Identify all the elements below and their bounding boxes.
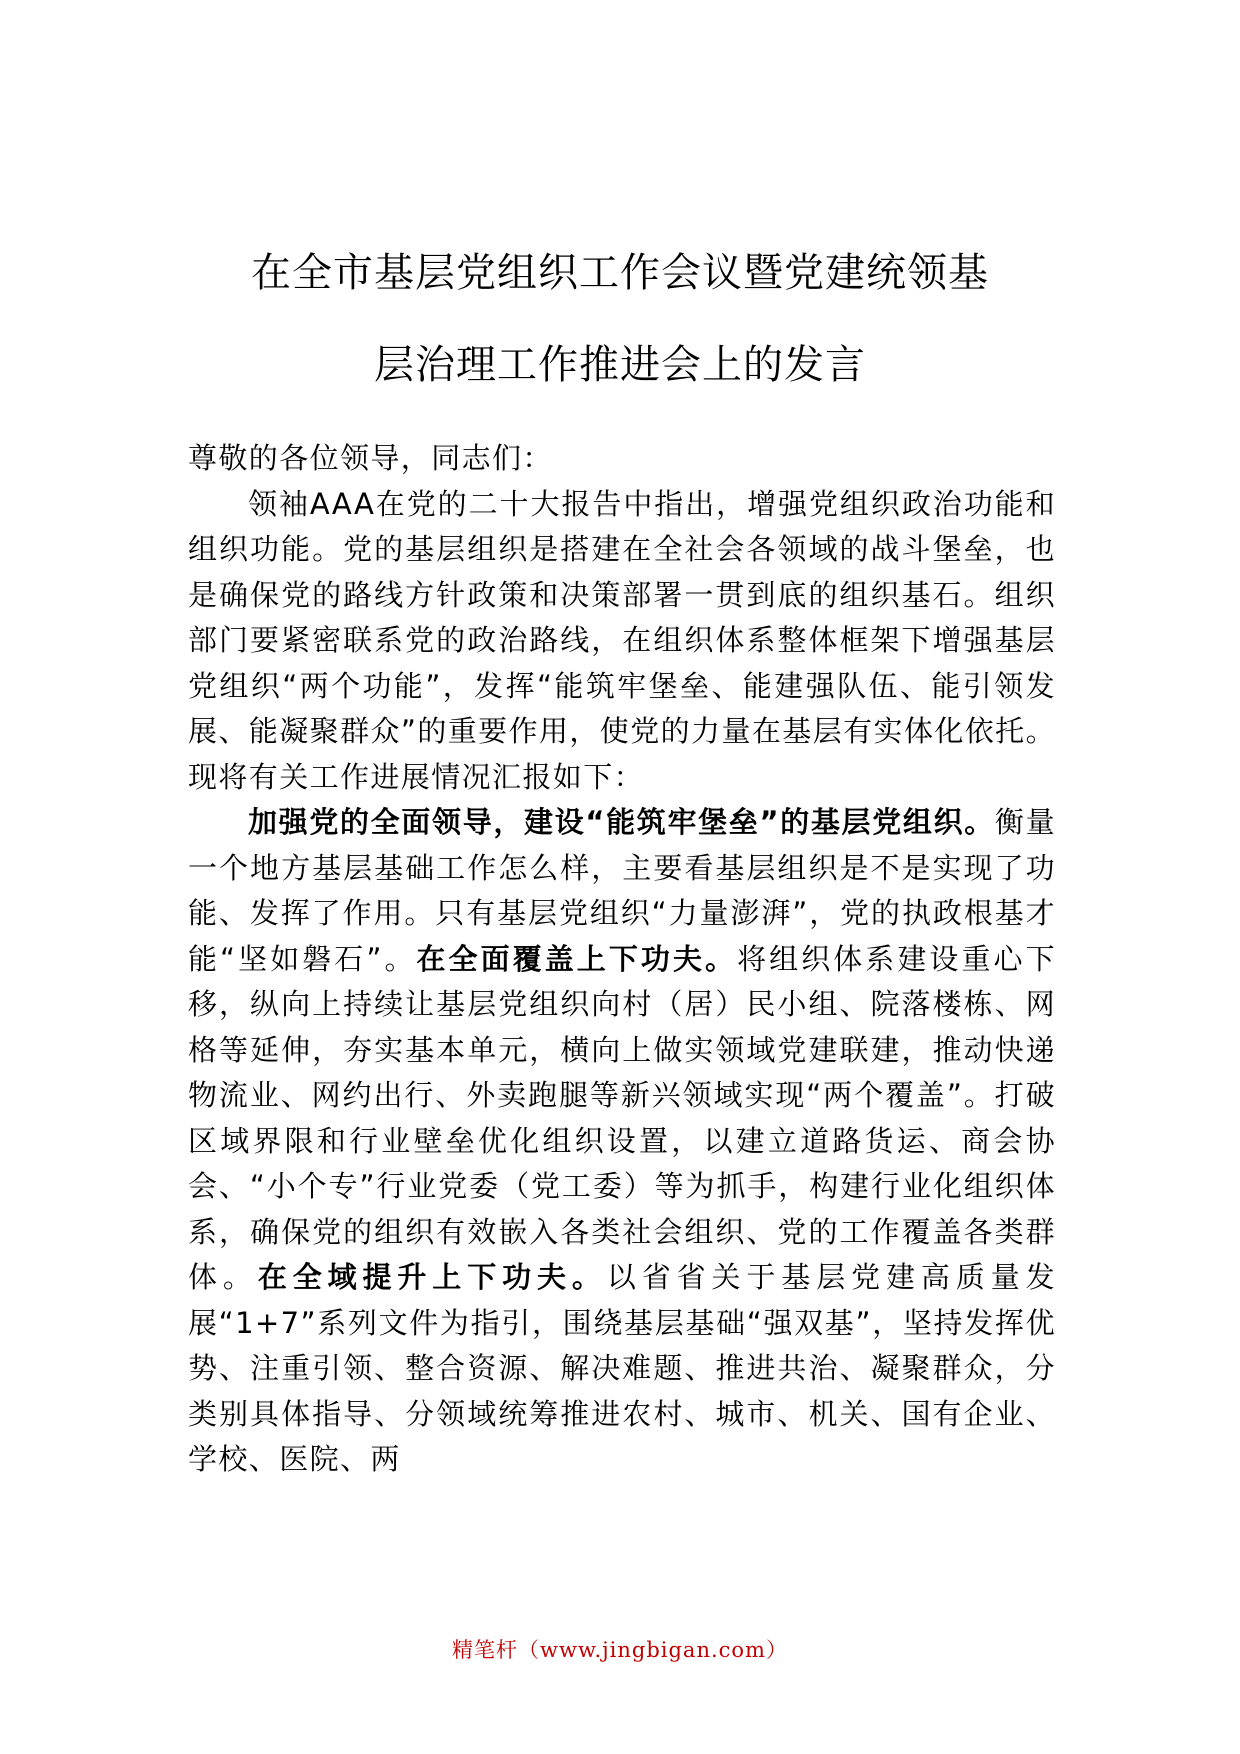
paragraph-intro: 领袖AAA在党的二十大报告中指出，增强党组织政治功能和组织功能。党的基层组织是搭建在全社会各领域的战斗堡垒，也是确保党的路线方针政策和决策部署一贯到底的组织基石。组织部门要紧密联系党的政治路线，在组织体系整体框架下增强基层党组织“两个功能”，发挥“能筑牢堡垒、能建强队伍、能引领发展、能凝聚群众”的重要作用，使党的力量在基层有实体化依托。现将有关工作进展情况汇报如下： <box>188 486 1056 794</box>
document-body <box>188 436 1056 1483</box>
section-heading: 加强党的全面领导，建设“能筑牢堡垒”的基层党组织。 <box>248 805 995 839</box>
title-line-2: 层治理工作推进会上的发言 <box>374 341 866 388</box>
section-text-c: 以省省关于基层党建高质量发展“1+7”系列文件为指引，围绕基层基础“强双基”，坚持发挥优势、注重引领、整合资源、解决难题、推进共治、凝聚群众，分类别具体指导、分领域统筹推进农村、城市、机关、国有企业、学校、医院、两 <box>188 1260 1056 1476</box>
document-title <box>150 227 1090 411</box>
footer-watermark: 精笔杆（www.jingbigan.com） <box>452 1638 788 1662</box>
title-line-1: 在全市基层党组织工作会议暨党建统领基 <box>251 249 989 296</box>
subheading-overall-upgrade: 在全域提升上下功夫。 <box>257 1260 607 1294</box>
subheading-full-coverage: 在全面覆盖上下功夫。 <box>416 941 738 976</box>
section-text-b: 将组织体系建设重心下移，纵向上持续让基层党组织向村（居）民小组、院落楼栋、网格等延伸，夯实基本单元，横向上做实领域党建联建，推动快递物流业、网约出行、外卖跑腿等新兴领域实现“两个覆盖”。打破区域界限和行业壁垒优化组织设置，以建立道路货运、商会协会、“小个专”行业党委（党工委）等为抓手，构建行业化组织体系，确保党的组织有效嵌入各类社会组织、党的工作覆盖各类群体。 <box>188 941 1056 1294</box>
paragraph-section-1 <box>188 800 1056 1483</box>
salutation: 尊敬的各位领导，同志们： <box>188 441 553 475</box>
section-text-a: 衡量一个地方基层基础工作怎么样，主要看基层组织是不是实现了功能、发挥了作用。只有基层党组织“力量澎湃”，党的执政根基才能“坚如磐石”。 <box>188 805 1056 976</box>
